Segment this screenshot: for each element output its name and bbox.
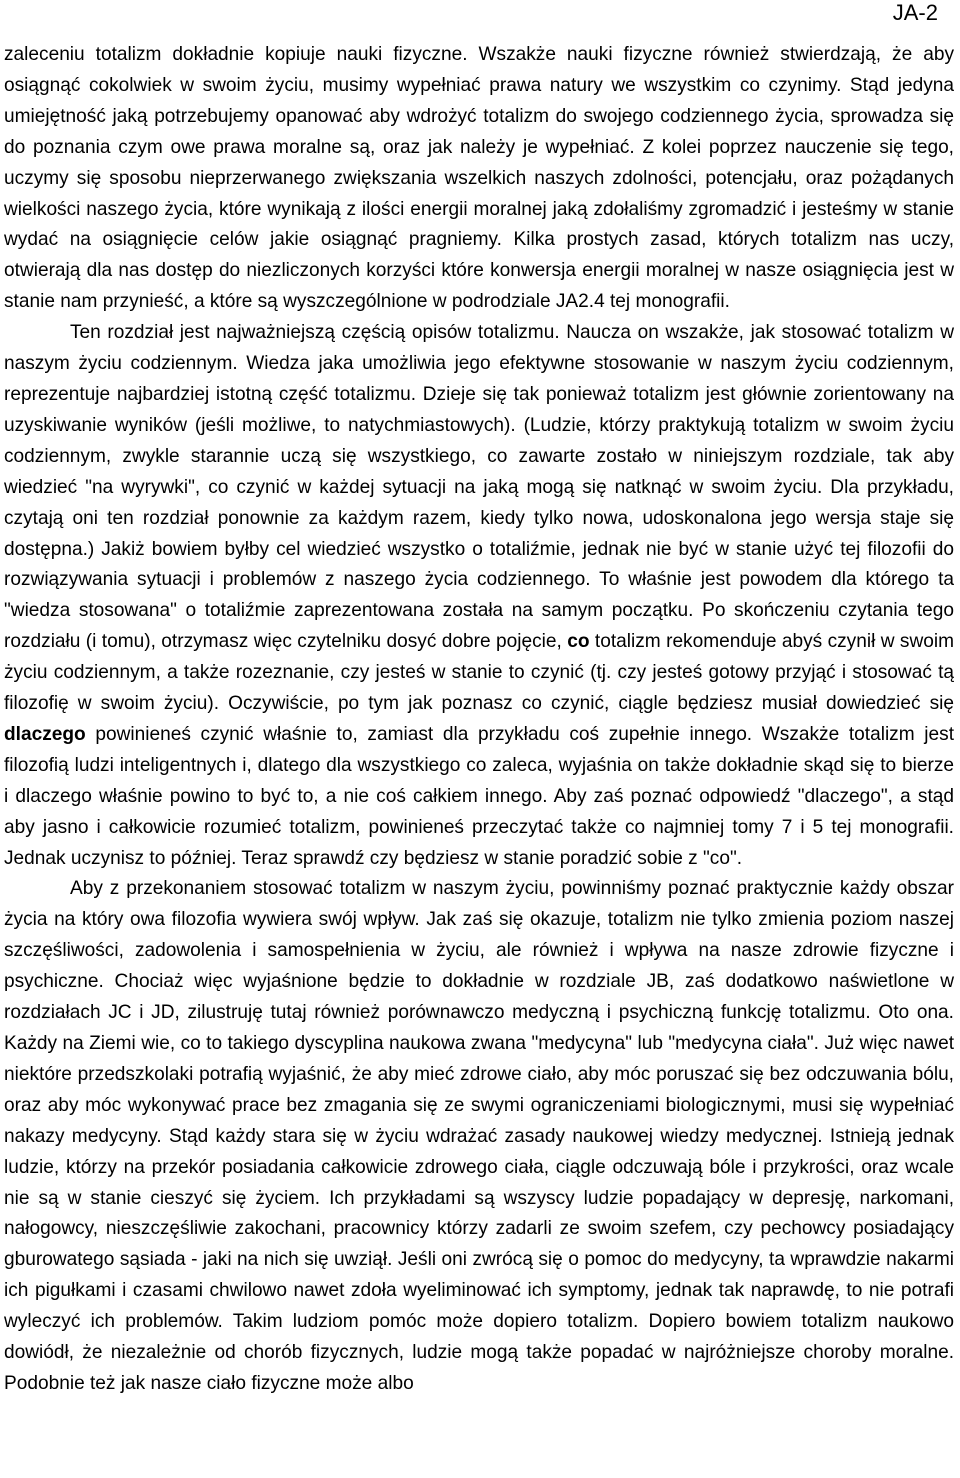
bold-term-co: co	[567, 631, 590, 653]
paragraph-3	[4, 874, 954, 1399]
paragraph-2	[4, 318, 954, 874]
paragraph-1	[4, 40, 954, 318]
bold-term-dlaczego: dlaczego	[4, 723, 86, 745]
paragraph-text: powinieneś czynić właśnie to, zamiast dla przykładu coś zupełnie innego. Wszakże totalizm jest filozofią ludzi inteligentnych i, dlatego dla wszystkiego co zaleca, wyjaśnia on także dokładnie skąd się to bierze i dlaczego właśnie powino to być to, a nie coś całkiem innego. Aby zaś poznać odpowiedź "dlaczego", a stąd aby jasno i całkowicie rozumieć totalizm, powinieneś przeczytać także co najmniej tomy 7 i 5 tej monografii. Jednak uczynisz to później. Teraz sprawdź czy będziesz w stanie poradzić sobie z "co".	[4, 723, 954, 869]
document-body	[4, 40, 954, 1400]
paragraph-text: zaleceniu totalizm dokładnie kopiuje nauki fizyczne. Wszakże nauki fizyczne również stwierdzają, że aby osiągnąć cokolwiek w swoim życiu, musimy wypełniać prawa natury we wszystkim co czynimy. Stąd jedyna umiejętność jaką potrzebujemy opanować aby wdrożyć totalizm do swojego codziennego życia, sprowadza się do poznania czym owe prawa moralne są, oraz jak należy je wypełniać. Z kolei poprzez nauczenie się tego, uczymy się sposobu nieprzerwanego zwiększania wszelkich naszych zdolności, potencjału, oraz pożądanych wielkości naszego życia, które wynikają z ilości energii moralnej jaką zdołaliśmy zgromadzić i jesteśmy w stanie wydać na osiągnięcie celów jakie osiągnąć pragniemy. Kilka prostych zasad, których totalizm nas uczy, otwierają dla nas dostęp do niezliczonych korzyści które konwersja energii moralnej w nasze osiągnięcia jest w stanie nam przynieść, a które są wyszczególnione w podrodziale JA2.4 tej monografii.	[4, 44, 954, 313]
paragraph-text: Ten rozdział jest najważniejszą częścią opisów totalizmu. Naucza on wszakże, jak stosować totalizm w naszym życiu codziennym. Wiedza jaka umożliwia jego efektywne stosowanie w naszym życiu codziennym, reprezentuje najbardziej istotną część totalizmu. Dzieje się tak ponieważ totalizm jest głównie zorientowany na uzyskiwanie wyników (jeśli możliwe, to natychmiastowych). (Ludzie, którzy praktykują totalizm w swoim życiu codziennym, zwykle starannie uczą się wszystkiego, co zawarte zostało w niniejszym rozdziale, tak aby wiedzieć "na wyrywki", co czynić w każdej sytuacji na jaką mogą się natknąć w swoim życiu. Dla przykładu, czytają oni ten rozdział ponownie za każdym razem, kiedy tylko nowa, udoskonalona jego wersja staje się dostępna.) Jakiż bowiem byłby cel wiedzieć wszystko o totaliźmie, jednak nie być w stanie użyć tej filozofii do rozwiązywania sytuacji i problemów z naszego życia codziennego. To właśnie jest powodem dla którego ta "wiedza stosowana" o totaliźmie zaprezentowana została na samym początku. Po skończeniu czytania tego rozdziału (i tomu), otrzymasz więc czytelniku dosyć dobre pojęcie,	[4, 322, 954, 653]
paragraph-text: Aby z przekonaniem stosować totalizm w naszym życiu, powinniśmy poznać praktycznie każdy obszar życia na który owa filozofia wywiera swój wpływ. Jak zaś się okazuje, totalizm nie tylko zmienia poziom naszej szczęśliwości, zadowolenia i samospełnienia w życiu, ale również i wpływa na nasze zdrowie fizyczne i psychiczne. Chociaż więc wyjaśnione będzie to dokładnie w rozdziale JB, zaś dodatkowo naświetlone w rozdziałach JC i JD, zilustruję tutaj również porównawczo medyczną i psychiczną funkcję totalizmu. Oto ona. Każdy na Ziemi wie, co to takiego dyscyplina naukowa zwana "medycyna" lub "medycyna ciała". Już więc nawet niektóre przedszkolaki potrafią wyjaśnić, że aby mieć zdrowe ciało, aby móc poruszać się bez odczuwania bólu, oraz aby móc wykonywać prace bez zmagania się ze swymi ograniczeniami biologicznymi, musi się wypełniać nakazy medycyny. Stąd każdy stara się w życiu wdrażać zasady naukowej wiedzy medycznej. Istnieją jednak ludzie, którzy na przekór posiadania całkowicie zdrowego ciała, ciągle odczuwają bóle i przykrości, oraz wcale nie są w stanie cieszyć się życiem. Ich przykładami są wszyscy ludzie popadający w depresję, narkomani, nałogowcy, nieszczęśliwie zakochani, pracownicy którzy zadarli ze swoim szefem, czy pechowcy posiadający gburowatego sąsiada - jaki na nich się uwziął. Jeśli oni zwrócą się o pomoc do medycyny, ta wprawdzie nakarmi ich pigułkami i czasami chwilowo nawet zdoła wyeliminować ich symptomy, jednak tak naprawdę, to nie potrafi wyleczyć ich problemów. Takim ludziom pomóc może dopiero totalizm. Dopiero bowiem totalizm naukowo dowiódł, że niezależnie od chorób fizycznych, ludzie mogą także popadać w najróżniejsze choroby moralne. Podobnie też jak nasze ciało fizyczne może albo	[4, 878, 954, 1394]
page-header-label: JA-2	[892, 0, 938, 25]
paragraph-text: totalizm rekomenduje abyś czynił w swoim życiu codziennym, a także rozeznanie, czy jesteś w stanie to czynić (tj. czy jesteś gotowy przyjąć i stosować tą filozofię w swoim życiu). Oczywiście, po tym jak poznasz co czynić, ciągle będziesz musiał dowiedzieć się	[4, 631, 955, 715]
